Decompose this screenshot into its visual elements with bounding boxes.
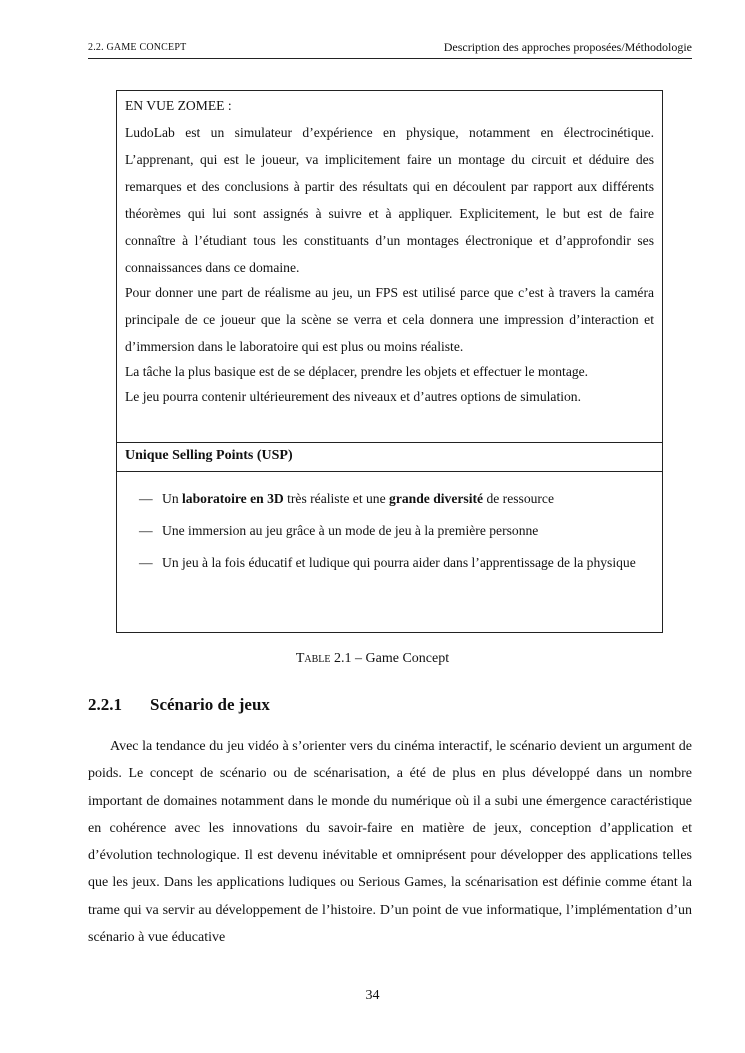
concept-content	[117, 91, 662, 410]
usp-text: très réaliste et une	[283, 491, 390, 506]
concept-title: EN VUE ZOMEE :	[125, 98, 232, 113]
body-paragraph: Avec la tendance du jeu vidéo à s’orienter vers du cinéma interactif, le scénario devient un argument de poids. Le concept de scénario ou de scénarisation, a été de plus en plus développé dans un nombre important de domaines notamment dans le monde du numérique où il a subi une émergence caractéristique en cohérence avec les innovations du savoir-faire en matière de jeux, conception d’application et d’évolution technologique. Il est devenu inévitable et omniprésent pour développer des applications telles que les jeux. Dans les applications ludiques ou Serious Games, la scénarisation est définie comme étant la trame qui va servir au développement de l’histoire. D’un point de vue informatique, l’implémentation d’un scénario à vue éducative	[88, 739, 692, 946]
table-caption	[0, 651, 745, 667]
concept-paragraph: LudoLab est un simulateur d’expérience en physique, notamment en électrocinétique. L’apprenant, qui est le joueur, va implicitement faire un montage du circuit et déduire des remarques et des conclusions à partir des résultats qui en découlent par rapport aux différents théorèmes qui lui sont assignés à suivre et à appliquer. Explicitement, le but est de faire connaître à l’étudiant tous les constituants d’un montages électronique et d’approfondir ses connaissances dans ce domaine.	[125, 125, 654, 275]
caption-text: Game Concept	[365, 651, 450, 666]
section-title: Scénario de jeux	[150, 695, 270, 714]
usp-text: de ressource	[483, 491, 555, 506]
section-heading	[88, 695, 270, 715]
running-header	[88, 40, 692, 59]
caption-label: Table 2.1	[295, 651, 352, 666]
concept-paragraph: La tâche la plus basique est de se déplacer, prendre les objets et effectuer le montage.	[125, 364, 589, 379]
caption-separator: –	[351, 651, 366, 666]
usp-title: Unique Selling Points (USP)	[125, 448, 293, 463]
usp-bold-text: laboratoire en 3D	[182, 491, 284, 506]
game-concept-table	[116, 90, 663, 633]
usp-item	[139, 549, 654, 576]
usp-item	[139, 485, 654, 512]
page-number: 34	[365, 988, 380, 1003]
usp-dash: —	[139, 555, 153, 570]
usp-dash: —	[139, 491, 153, 506]
usp-text: Un	[162, 491, 183, 506]
concept-paragraph: Pour donner une part de réalisme au jeu, un FPS est utilisé parce que c’est à travers la caméra principale de ce joueur que la scène se verra et cela donnera une impression d’interaction et d’immersion dans le laboratoire qui est plus ou moins réaliste.	[125, 285, 654, 354]
usp-bold-text: grande diversité	[389, 491, 484, 506]
usp-list	[139, 485, 654, 581]
usp-item	[139, 517, 654, 544]
usp-dash: —	[139, 523, 153, 538]
section-number: 2.2.1	[88, 695, 122, 714]
header-chapter: Description des approches proposées/Méthodologie	[443, 40, 692, 54]
usp-text: Une immersion au jeu grâce à un mode de jeu à la première personne	[162, 523, 539, 538]
usp-text: Un jeu à la fois éducatif et ludique qui pourra aider dans l’apprentissage de la physique	[162, 555, 636, 570]
header-section: 2.2. GAME CONCEPT	[88, 42, 187, 53]
concept-paragraph: Le jeu pourra contenir ultérieurement des niveaux et d’autres options de simulation.	[125, 389, 582, 404]
usp-header-row	[117, 442, 662, 472]
